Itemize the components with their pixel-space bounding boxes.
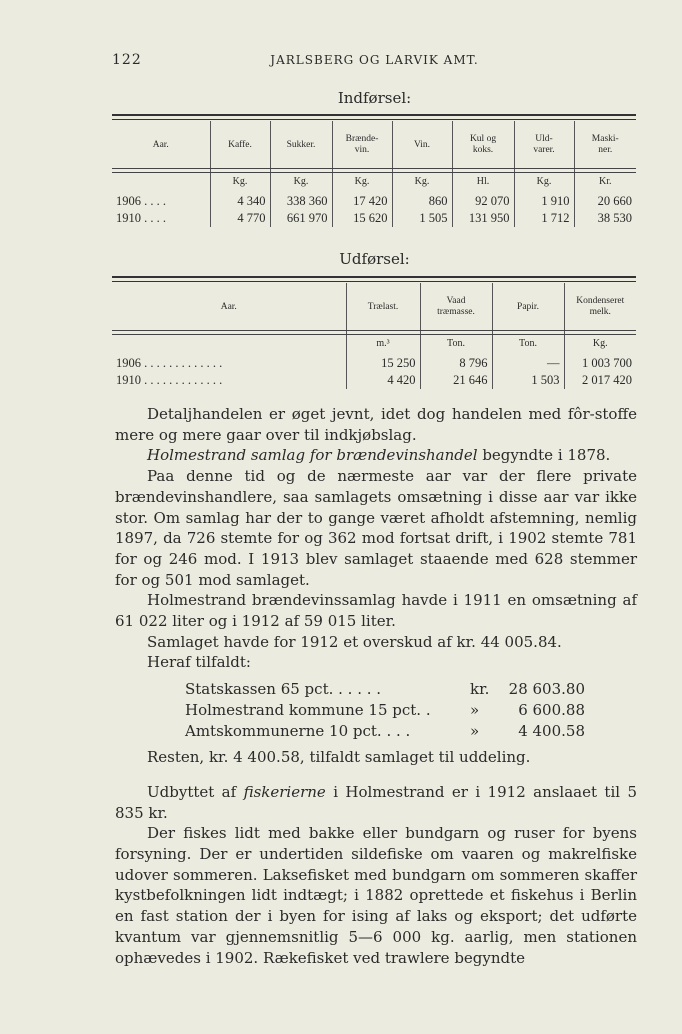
import-table-top-rule [112, 114, 636, 116]
paragraph-remainder: Resten, kr. 4 400.58, tilfaldt samlaget til uddeling. [147, 748, 531, 767]
page-number: 122 [112, 52, 142, 68]
body-text [115, 404, 637, 968]
allocation-amount: 6 600.88 [518, 700, 585, 719]
import-cell: 17 420 [332, 193, 392, 210]
export-cell: 1906 . . . . . . . . . . . . . [116, 356, 223, 370]
import-cell: 338 360 [270, 193, 332, 210]
allocation-amount: 4 400.58 [518, 721, 585, 740]
running-title: JARLSBERG OG LARVIK AMT. [270, 53, 479, 67]
import-col-header: Aar. [152, 139, 169, 150]
export-col-header: Vaad træmasse. [420, 283, 492, 331]
export-col-header: Papir. [492, 283, 564, 331]
import-cell: 92 070 [452, 193, 514, 210]
allocation-name: Statskassen 65 pct. . . . . . [185, 680, 382, 699]
export-unit: Ton. [492, 331, 564, 355]
export-unit: m.³ [346, 331, 420, 355]
import-col-header: Kul og koks. [452, 121, 514, 169]
samlag-start-year: begyndte i 1878. [477, 446, 611, 465]
export-cell: — [492, 355, 564, 372]
import-col-header: Sukker. [270, 121, 332, 169]
import-cell: 20 660 [574, 193, 636, 210]
import-unit: Hl. [452, 169, 514, 193]
export-header-row [112, 283, 636, 331]
allocation-name: Holmestrand kommune 15 pct. . [185, 700, 431, 719]
fisheries-text-b: i Holmestrand er i 1912 anslaaet til 5 835 kr. [115, 782, 637, 822]
import-data-row [112, 193, 636, 210]
export-data-row [112, 372, 636, 389]
export-table-top-rule-thin [112, 281, 636, 282]
export-cell: 15 250 [346, 355, 420, 372]
allocation-line [185, 721, 585, 742]
header-separator-rule [112, 168, 636, 173]
export-table [112, 283, 636, 389]
paragraph-samlag-start [115, 445, 637, 466]
paragraph-fisheries [115, 782, 637, 823]
export-cell: 1 003 700 [564, 355, 636, 372]
import-header-row [112, 121, 636, 169]
header-separator-rule [112, 330, 636, 335]
export-table-title: Udførsel: [339, 250, 410, 268]
samlag-name: Holmestrand samlag for brændevinshandel [147, 446, 478, 465]
paragraph-retail: Detaljhandelen er øget jevnt, idet dog handelen med fôr-stoffe mere og mere gaar over til indkjøbslag. [115, 405, 637, 444]
allocation-currency: kr. [470, 680, 490, 699]
allocation-list [185, 679, 585, 741]
import-table-top-rule-thin [112, 119, 636, 120]
export-unit: Ton. [420, 331, 492, 355]
export-col-header: Trælast. [346, 283, 420, 331]
allocation-amount: 28 603.80 [508, 680, 585, 699]
allocation-currency: » [470, 700, 480, 719]
import-col-header: Uld- varer. [514, 121, 574, 169]
import-cell: 4 340 [210, 193, 270, 210]
fisheries-term: fiskerierne [243, 782, 326, 801]
paragraph-turnover: Holmestrand brændevinssamlag havde i 1911 en omsætning af 61 022 liter og i 1912 af 59 015 liter. [115, 591, 637, 631]
import-unit: Kg. [210, 169, 270, 193]
import-cell: 1910 . . . . [116, 211, 166, 225]
export-cell: 21 646 [420, 372, 492, 389]
import-col-header: Maski- ner. [574, 121, 636, 169]
import-cell: 860 [392, 193, 452, 210]
export-col-header: Aar. [220, 301, 237, 312]
import-cell: 4 770 [210, 210, 270, 227]
export-cell: 1 503 [492, 372, 564, 389]
export-data-row [112, 355, 636, 372]
import-unit: Kg. [514, 169, 574, 193]
allocation-line [185, 679, 585, 700]
import-cell: 38 530 [574, 210, 636, 227]
allocation-line [185, 700, 585, 721]
import-cell: 1 712 [514, 210, 574, 227]
page-header [112, 52, 637, 72]
import-cell: 131 950 [452, 210, 514, 227]
import-cell: 15 620 [332, 210, 392, 227]
export-cell: 1910 . . . . . . . . . . . . . [116, 373, 223, 387]
paragraph-surplus: Samlaget havde for 1912 et overskud af kr. 44 005.84. [147, 632, 562, 651]
export-unit: Kg. [564, 331, 636, 355]
import-table [112, 121, 636, 227]
fisheries-text-a: Udbyttet af [147, 782, 244, 801]
import-cell: 661 970 [270, 210, 332, 227]
import-col-header: Vin. [392, 121, 452, 169]
import-cell: 1 910 [514, 193, 574, 210]
import-table-title: Indførsel: [337, 89, 412, 107]
export-cell: 8 796 [420, 355, 492, 372]
paragraph-allocation-intro: Heraf tilfaldt: [147, 653, 251, 672]
import-unit: Kg. [332, 169, 392, 193]
paragraph-voting: Paa denne tid og de nærmeste aar var der flere private brændevinshandlere, saa samlagets omsætning i disse aar var ikke stor. Om samlag har der to gange været afholdt afstemning, nemlig 1897, da 726 stemte for og 362 mod fortsat drift, i 1902 stemte 781 for og 246 mod. I 1913 blev samlaget staaende med 628 stemmer for og 501 mod samlaget. [115, 467, 637, 589]
export-cell: 2 017 420 [564, 372, 636, 389]
import-cell: 1906 . . . . [116, 194, 166, 208]
export-table-top-rule [112, 276, 636, 278]
import-col-header: Brænde- vin. [332, 121, 392, 169]
import-col-header: Kaffe. [210, 121, 270, 169]
allocation-currency: » [470, 721, 480, 740]
export-col-header: Kondenseret melk. [564, 283, 636, 331]
import-data-row [112, 210, 636, 227]
import-unit: Kg. [392, 169, 452, 193]
paragraph-fishing-details: Der fiskes lidt med bakke eller bundgarn og ruser for byens forsyning. Der er undertiden sildefiske om vaaren og makrelfiske udover sommeren. Laksefisket med bundgarn om sommeren skaffer kystbefolkningen lidt indtægt; i 1882 oprettede et fiskehus i Berlin en fast station der i byen for ising af laks og eksport; det udførte kvantum var gjennemsnitlig 5—6 000 kg. aarlig, men stationen ophævedes i 1902. Rækefisket ved trawlere begyndte [115, 824, 637, 967]
allocation-name: Amtskommunerne 10 pct. . . . [185, 721, 411, 740]
import-unit: Kg. [270, 169, 332, 193]
import-cell: 1 505 [392, 210, 452, 227]
export-cell: 4 420 [346, 372, 420, 389]
import-unit: Kr. [574, 169, 636, 193]
